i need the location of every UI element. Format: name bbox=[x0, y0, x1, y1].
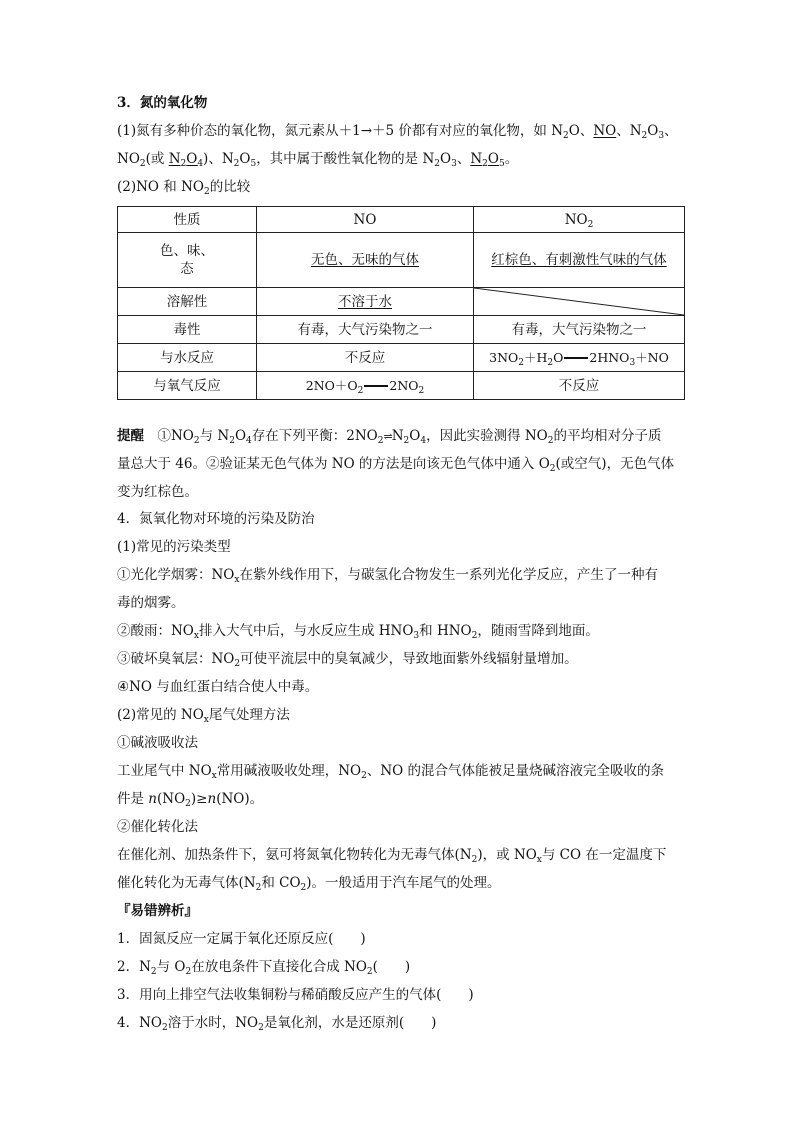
diagonal-line bbox=[474, 288, 684, 315]
para-1-line-2: $NO_2$(或 $N_2O_4$)、$N_2O_5$，其中属于酸性氧化物的是 $N_2O_3$、$N_2O_5$。 bbox=[117, 151, 519, 169]
no-cell: 不溶于水 bbox=[257, 288, 474, 316]
method-2-line-1: 在催化剂、加热条件下，氨可将氮氧化物转化为无毒气体$(N_2)$，或 $NO_x$与 CO 在一定温度下 bbox=[117, 847, 667, 865]
tip-line-2: 量总大于 46。②验证某无色气体为 NO 的方法是向该无色气体中通入 $O_2$(或空气)，无色气体 bbox=[117, 456, 675, 474]
property-cell: 与氧气反应 bbox=[118, 372, 257, 400]
no2-cell: 红棕色、有刺激性气味的气体 bbox=[474, 233, 685, 288]
item-3: ③破坏臭氧层：$NO_2$可使平流层中的臭氧减少，导致地面紫外线辐射量增加。 bbox=[117, 651, 578, 669]
para-2: (2)NO 和 $NO_2$的比较 bbox=[117, 179, 251, 197]
method-2-title: ②催化转化法 bbox=[117, 819, 198, 835]
item-4: ④NO 与血红蛋白结合使人中毒。 bbox=[117, 679, 319, 695]
error-question-1: 1．固氮反应一定属于氧化还原反应( ) bbox=[117, 931, 366, 947]
method-1-title: ①碱液吸收法 bbox=[117, 735, 198, 751]
table-row bbox=[118, 344, 685, 372]
reversible-arrow-icon: ⇌ bbox=[383, 430, 392, 443]
property-cell: 溶解性 bbox=[118, 288, 257, 316]
property-cell: 毒性 bbox=[118, 316, 257, 344]
item-1-line-2: 毒的烟雾。 bbox=[117, 595, 185, 611]
equals-sign bbox=[364, 385, 388, 388]
item-1-line-1: ①光化学烟雾：$NO_x$在紫外线作用下，与碳氢化合物发生一系列光化学反应，产生了一种有 bbox=[117, 567, 658, 585]
section-3-title: 3．氮的氧化物 bbox=[117, 95, 208, 111]
header-no: NO bbox=[257, 207, 474, 233]
no2-cell-diagonal bbox=[474, 288, 685, 316]
table-row bbox=[118, 316, 685, 344]
no-cell: 无色、无味的气体 bbox=[257, 233, 474, 288]
para-1-line-1: (1)氮有多种价态的氧化物，氮元素从＋1→＋5 价都有对应的氧化物，如 $N_2O$、NO、$N_2O_3$、 bbox=[117, 123, 678, 141]
no-cell: 不反应 bbox=[257, 344, 474, 372]
no2-cell: 有毒，大气污染物之一 bbox=[474, 316, 685, 344]
no-cell: 有毒，大气污染物之一 bbox=[257, 316, 474, 344]
comparison-table bbox=[117, 206, 685, 400]
table-row bbox=[118, 288, 685, 316]
table-row bbox=[118, 372, 685, 400]
table-row bbox=[118, 233, 685, 288]
error-question-2: 2．$N_2$与 $O_2$在放电条件下直接化合成 $NO_2$( ) bbox=[117, 959, 411, 977]
tip-line-3: 变为红棕色。 bbox=[117, 484, 198, 500]
error-question-4: 4．$NO_2$溶于水时，$NO_2$是氧化剂，水是还原剂( ) bbox=[117, 1015, 437, 1033]
no2-cell-equation: $3NO_2+H_2O$ $2HNO_3+NO$ bbox=[474, 344, 685, 372]
method-2-line-2: 催化转化为无毒气体($N_2$和 $CO_2$)。一般适用于汽车尾气的处理。 bbox=[117, 875, 501, 893]
error-analysis-header: 『易错辨析』 bbox=[117, 903, 198, 919]
equals-sign bbox=[564, 357, 588, 360]
table-header-row bbox=[118, 207, 685, 233]
method-1-line-2: 件是 $n(NO_2)\ge n(NO)$。 bbox=[117, 791, 264, 809]
property-cell: 与水反应 bbox=[118, 344, 257, 372]
header-no2: $NO_2$ bbox=[474, 207, 685, 233]
section-4-sub-2: (2)常见的 $NO_x$尾气处理方法 bbox=[117, 707, 290, 725]
section-4-sub-1: (1)常见的污染类型 bbox=[117, 539, 231, 555]
no-cell-equation: $2NO+O_2$ $2NO_2$ bbox=[257, 372, 474, 400]
tip-line-1: 提醒 $①NO_2$与 $N_2O_4$存在下列平衡：$2NO_2\rightleftharpoons N_2O_4$，因此实验测得 $NO_2$的平均相对分子质 bbox=[117, 428, 662, 446]
header-property: 性质 bbox=[118, 207, 257, 233]
tip-label: 提醒 bbox=[117, 428, 144, 444]
error-question-3: 3．用向上排空气法收集铜粉与稀硝酸反应产生的气体( ) bbox=[117, 987, 474, 1003]
section-4-title: 4．氮氧化物对环境的污染及防治 bbox=[117, 511, 315, 527]
method-1-line-1: 工业尾气中 $NO_x$常用碱液吸收处理，$NO_2$、NO 的混合气体能被足量烧碱溶液完全吸收的条 bbox=[117, 763, 665, 781]
item-2: ②酸雨：$NO_x$排入大气中后，与水反应生成 $HNO_3$和 $HNO_2$，随雨雪降到地面。 bbox=[117, 623, 599, 641]
property-cell: 色、味、 态 bbox=[118, 233, 257, 288]
no2-cell: 不反应 bbox=[474, 372, 685, 400]
